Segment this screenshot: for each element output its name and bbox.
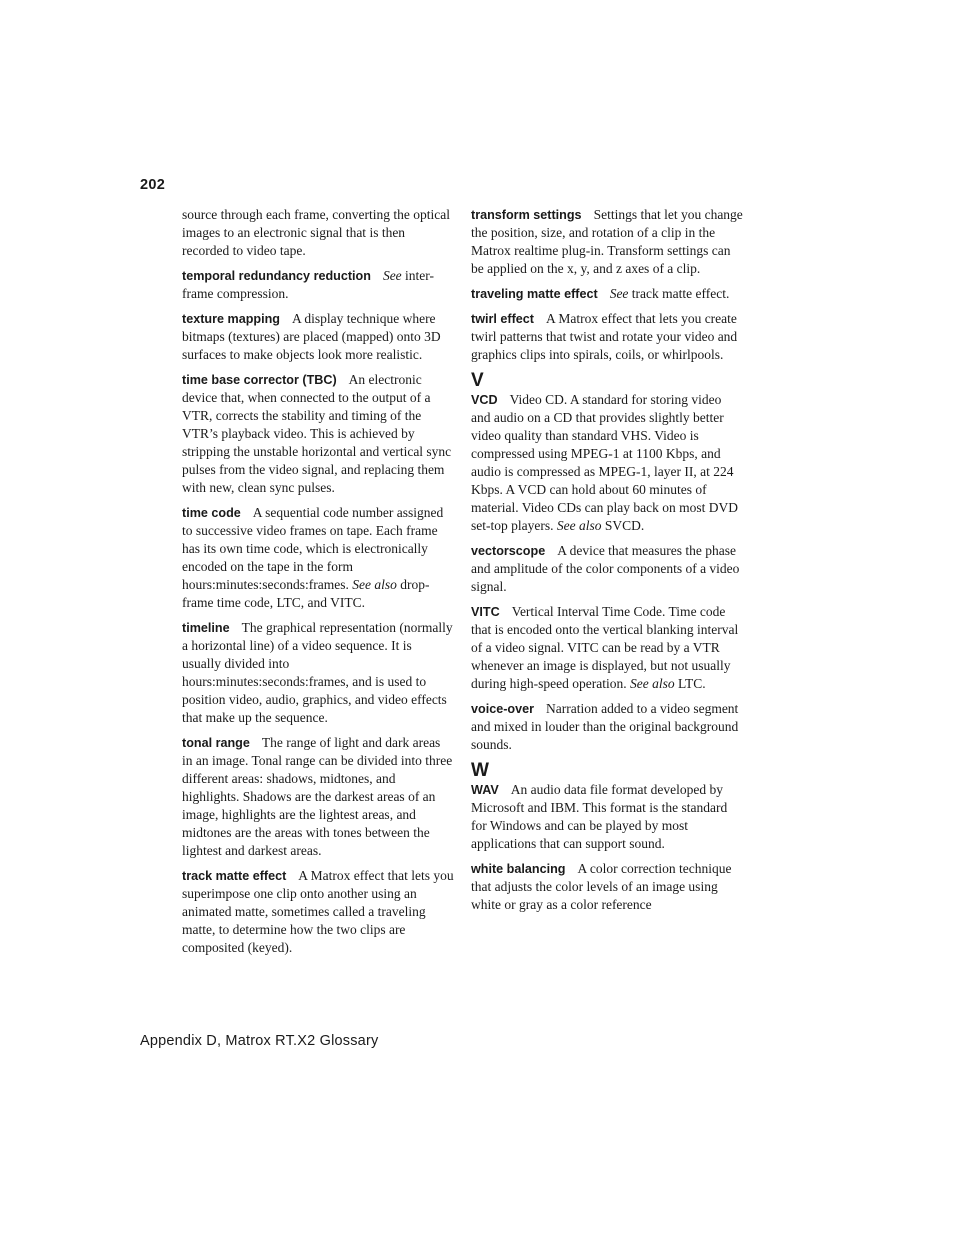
glossary-entry [471, 603, 743, 693]
glossary-definition: A color correction technique that adjusts the color levels of an image using white or gray as a color reference [471, 861, 732, 912]
glossary-term: white balancing [471, 862, 566, 876]
cross-reference-target: track matte effect. [628, 286, 730, 301]
glossary-definition: Settings that let you change the position, size, and rotation of a clip in the Matrox realtime plug-in. Transform settings can be applied on the x, y, and z axes of a clip. [471, 207, 743, 276]
glossary-term: VCD [471, 393, 498, 407]
glossary-definition: An electronic device that, when connected to the output of a VTR, corrects the stability and timing of the VTR’s playback video. This is achieved by stripping the unstable horizontal and vertical sync pulses from the video signal, and replacing them with new, clean sync pulses. [182, 372, 452, 495]
glossary-column-left [182, 206, 454, 964]
see-reference: See [382, 268, 402, 283]
page-number: 202 [140, 177, 166, 193]
entries-left [182, 267, 454, 957]
glossary-entry [182, 267, 454, 303]
glossary-entry [471, 781, 743, 853]
glossary-entry [471, 700, 743, 754]
glossary-term: timeline [182, 621, 230, 635]
see-reference: See also [629, 676, 675, 691]
glossary-definition: Vertical Interval Time Code. Time code that is encoded onto the vertical blanking interval of a video signal. VITC can be read by a VTR whenever an image is displayed, but not usually during high-speed operation. [471, 604, 739, 691]
glossary-definition: An audio data file format developed by Microsoft and IBM. This format is the standard for Windows and can be played by most applications that can support sound. [471, 782, 728, 851]
continued-definition: source through each frame, converting the optical images to an electronic signal that is then recorded to video tape. [182, 207, 451, 258]
glossary-term: twirl effect [471, 312, 534, 326]
glossary-entry [471, 542, 743, 596]
glossary-term: tonal range [182, 736, 250, 750]
glossary-entry [471, 391, 743, 535]
see-reference: See [609, 286, 629, 301]
entries-t-continued [471, 206, 743, 364]
glossary-term: VITC [471, 605, 500, 619]
see-reference: See also [352, 577, 397, 592]
glossary-entry [182, 504, 454, 612]
glossary-term: temporal redundancy reduction [182, 269, 371, 283]
glossary-definition: The graphical representation (normally a horizontal line) of a video sequence. It is usually divided into hours:minutes:seconds:frames, and is used to position video, audio, graphics, and video effects that make up the sequence. [182, 620, 453, 725]
cross-reference-target: SVCD. [601, 518, 645, 533]
glossary-entry [182, 867, 454, 957]
glossary-term: vectorscope [471, 544, 546, 558]
glossary-entry [471, 206, 743, 278]
glossary-definition: A Matrox effect that lets you superimpose one clip onto another using an animated matte, sometimes called a traveling matte, to determine how the two clips are composited (keyed). [182, 868, 454, 955]
glossary-definition: A device that measures the phase and amplitude of the color components of a video signal. [471, 543, 740, 594]
cross-reference-target: inter-frame compression. [182, 268, 435, 301]
glossary-definition: A display technique where bitmaps (textures) are placed (mapped) onto 3D surfaces to make objects look more realistic. [182, 311, 441, 362]
glossary-entry [471, 860, 743, 914]
glossary-column-right [471, 206, 743, 921]
cross-reference-target: LTC. [674, 676, 706, 691]
glossary-definition: Narration added to a video segment and mixed in louder than the original background sounds. [471, 701, 739, 752]
glossary-term: time code [182, 506, 241, 520]
glossary-term: voice-over [471, 702, 534, 716]
entries-v [471, 391, 743, 754]
glossary-entry [182, 619, 454, 727]
page-footer: Appendix D, Matrox RT.X2 Glossary [140, 1033, 379, 1049]
entries-w [471, 781, 743, 914]
see-reference: See also [556, 518, 602, 533]
glossary-term: WAV [471, 783, 499, 797]
glossary-entry [182, 371, 454, 497]
glossary-entry [471, 310, 743, 364]
glossary-entry [182, 734, 454, 860]
glossary-term: traveling matte effect [471, 287, 598, 301]
section-letter-v: V [471, 370, 484, 391]
glossary-term: time base corrector (TBC) [182, 373, 337, 387]
glossary-definition: The range of light and dark areas in an image. Tonal range can be divided into three different areas: shadows, midtones, and highlights. Shadows are the darkest areas of an image, highlights are the lightest areas, and midtones are the areas with tones between the lightest and darkest areas. [182, 735, 453, 858]
glossary-term: transform settings [471, 208, 582, 222]
cross-reference-target: drop-frame time code, LTC, and VITC. [182, 577, 430, 610]
glossary-entry [182, 310, 454, 364]
glossary-definition: Video CD. A standard for storing video and audio on a CD that provides slightly better video quality than standard VHS. Video is compressed using MPEG-1 at 1100 Kbps, and audio is compressed as MPEG-1, layer II, at 224 Kbps. A VCD can hold about 60 minutes of material. Video CDs can play back on most DVD set-top players. [471, 392, 739, 533]
glossary-term: texture mapping [182, 312, 280, 326]
section-letter-w: W [471, 760, 489, 781]
glossary-definition: A Matrox effect that lets you create twirl patterns that twist and rotate your video and graphics clips into spirals, coils, or whirlpools. [471, 311, 738, 362]
glossary-entry [471, 285, 743, 303]
glossary-definition: A sequential code number assigned to successive video frames on tape. Each frame has its own time code, which is electronically encoded on the tape in the form hours:minutes:seconds:frames. [182, 505, 444, 592]
glossary-term: track matte effect [182, 869, 287, 883]
